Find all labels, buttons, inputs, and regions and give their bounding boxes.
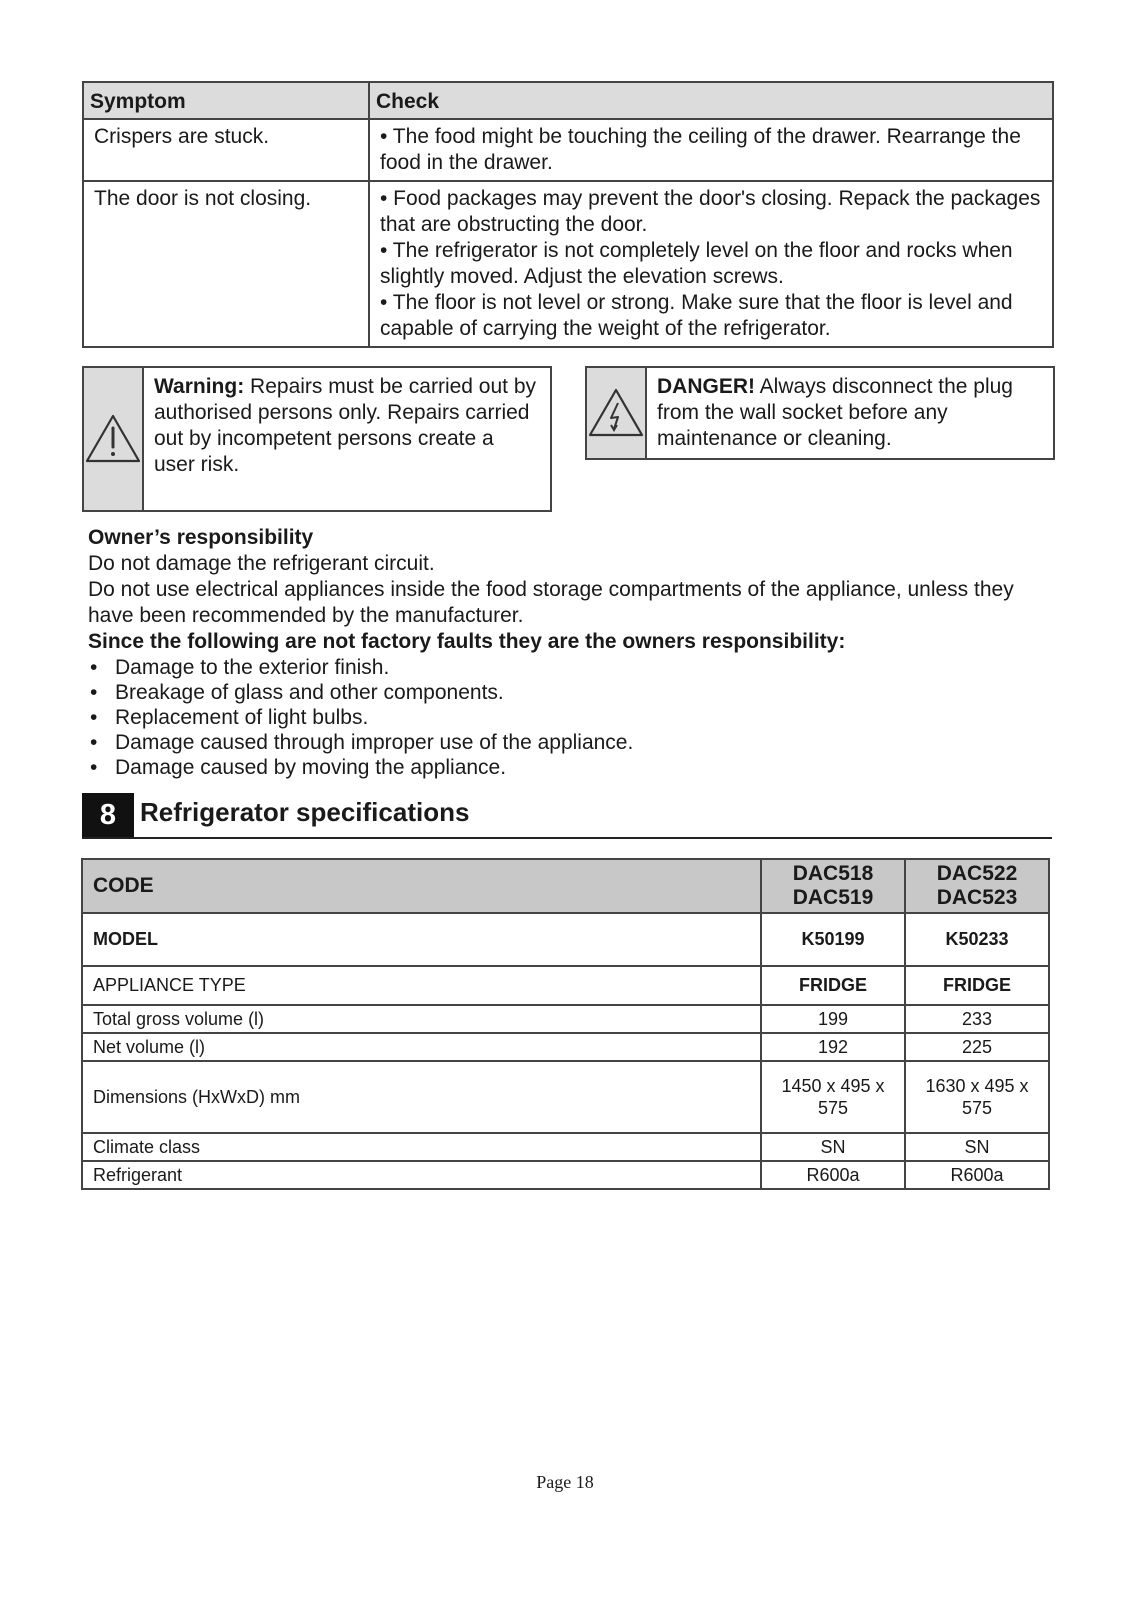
spec-value: FRIDGE (761, 966, 905, 1005)
symptom-header: Symptom (83, 82, 369, 119)
bullet-icon: • (90, 756, 98, 779)
warning-label: Warning: (154, 375, 245, 398)
code-cell (905, 859, 1049, 913)
code-label: CODE (82, 859, 761, 913)
check-item: • Food packages may prevent the door's closing. Repack the packages that are obstructing the door. (380, 187, 1041, 236)
spec-value: 233 (905, 1005, 1049, 1033)
spec-value-line: 1450 x 495 x (781, 1076, 885, 1096)
list-item (88, 730, 1048, 755)
spec-label: Total gross volume (l) (82, 1005, 761, 1033)
warning-text (144, 368, 550, 510)
spec-label: Climate class (82, 1133, 761, 1161)
bullet-icon: • (90, 731, 98, 754)
spec-label: Net volume (l) (82, 1033, 761, 1061)
danger-label: DANGER! (657, 375, 755, 398)
owner-bold-line: Since the following are not factory faults they are the owners responsibility: (88, 630, 846, 653)
spec-value: R600a (761, 1161, 905, 1189)
specifications-table (81, 858, 1050, 1190)
table-row (82, 966, 1049, 1005)
electric-hazard-icon (587, 387, 645, 439)
spec-value: 225 (905, 1033, 1049, 1061)
spec-value: 192 (761, 1033, 905, 1061)
spec-value: FRIDGE (905, 966, 1049, 1005)
list-item (88, 705, 1048, 730)
check-cell (369, 119, 1053, 181)
spec-value (761, 1061, 905, 1133)
warning-box (82, 366, 552, 512)
check-header: Check (369, 82, 1053, 119)
danger-text (647, 368, 1053, 458)
table-row (82, 1133, 1049, 1161)
list-item (88, 655, 1048, 680)
troubleshooting-table (82, 81, 1054, 348)
list-item-text: Breakage of glass and other components. (115, 681, 504, 704)
symptom-cell: The door is not closing. (83, 181, 369, 347)
code-value: DAC518 (792, 862, 874, 885)
table-row (82, 1033, 1049, 1061)
section-heading (82, 793, 1052, 839)
spec-value: R600a (905, 1161, 1049, 1189)
owner-responsibility (88, 525, 1048, 780)
warning-triangle-icon (84, 413, 142, 465)
owner-bullet-list (88, 655, 1048, 780)
list-item (88, 755, 1048, 780)
check-item: • The refrigerator is not completely level on the floor and rocks when slightly moved. Adjust the elevation screws. (380, 239, 1013, 288)
list-item (88, 680, 1048, 705)
bullet-icon: • (90, 681, 98, 704)
code-value: DAC519 (792, 886, 874, 909)
warning-message: Repairs must be carried out by authorised persons only. Repairs carried out by incompetent persons create a user risk. (154, 375, 537, 476)
code-value: DAC523 (936, 886, 1018, 909)
spec-label: MODEL (82, 913, 761, 966)
section-title: Refrigerator specifications (140, 797, 470, 827)
spec-value: K50199 (761, 913, 905, 966)
spec-value: 199 (761, 1005, 905, 1033)
danger-box (585, 366, 1055, 460)
table-row (82, 913, 1049, 966)
danger-message: Always disconnect the plug from the wall socket before any maintenance or cleaning. (657, 375, 1013, 450)
list-item-text: Damage caused by moving the appliance. (115, 756, 507, 779)
spec-value-line: 575 (817, 1098, 849, 1118)
table-row (82, 1005, 1049, 1033)
spec-value: SN (761, 1133, 905, 1161)
list-item-text: Damage to the exterior finish. (115, 656, 390, 679)
spec-value: K50233 (905, 913, 1049, 966)
check-cell (369, 181, 1053, 347)
symptom-cell: Crispers are stuck. (83, 119, 369, 181)
spec-label: APPLIANCE TYPE (82, 966, 761, 1005)
section-number: 8 (82, 793, 134, 837)
list-item-text: Damage caused through improper use of the appliance. (115, 731, 634, 754)
warning-icon-cell (84, 368, 144, 510)
spec-value: SN (905, 1133, 1049, 1161)
owner-heading: Owner’s responsibility (88, 526, 314, 549)
table-row (83, 181, 1053, 347)
check-item: • The food might be touching the ceiling of the drawer. Rearrange the food in the drawer. (380, 125, 1021, 174)
table-row (82, 1061, 1049, 1133)
check-item: • The floor is not level or strong. Make sure that the floor is level and capable of carrying the weight of the refrigerator. (380, 291, 1013, 340)
list-item-text: Replacement of light bulbs. (115, 706, 369, 729)
spec-header-row (82, 859, 1049, 913)
owner-line: Do not use electrical appliances inside the food storage compartments of the appliance, unless they have been recommended by the manufacturer. (88, 578, 1014, 627)
code-value: DAC522 (936, 862, 1018, 885)
bullet-icon: • (90, 656, 98, 679)
danger-icon-cell (587, 368, 647, 458)
code-cell (761, 859, 905, 913)
bullet-icon: • (90, 706, 98, 729)
spec-value-line: 1630 x 495 x (925, 1076, 1029, 1096)
table-row (83, 119, 1053, 181)
owner-line: Do not damage the refrigerant circuit. (88, 552, 435, 575)
table-row (82, 1161, 1049, 1189)
spec-label: Dimensions (HxWxD) mm (82, 1061, 761, 1133)
troubleshooting-header-row (83, 82, 1053, 119)
spec-label: Refrigerant (82, 1161, 761, 1189)
spec-value (905, 1061, 1049, 1133)
spec-value-line: 575 (961, 1098, 993, 1118)
page-number: Page 18 (536, 1472, 594, 1492)
